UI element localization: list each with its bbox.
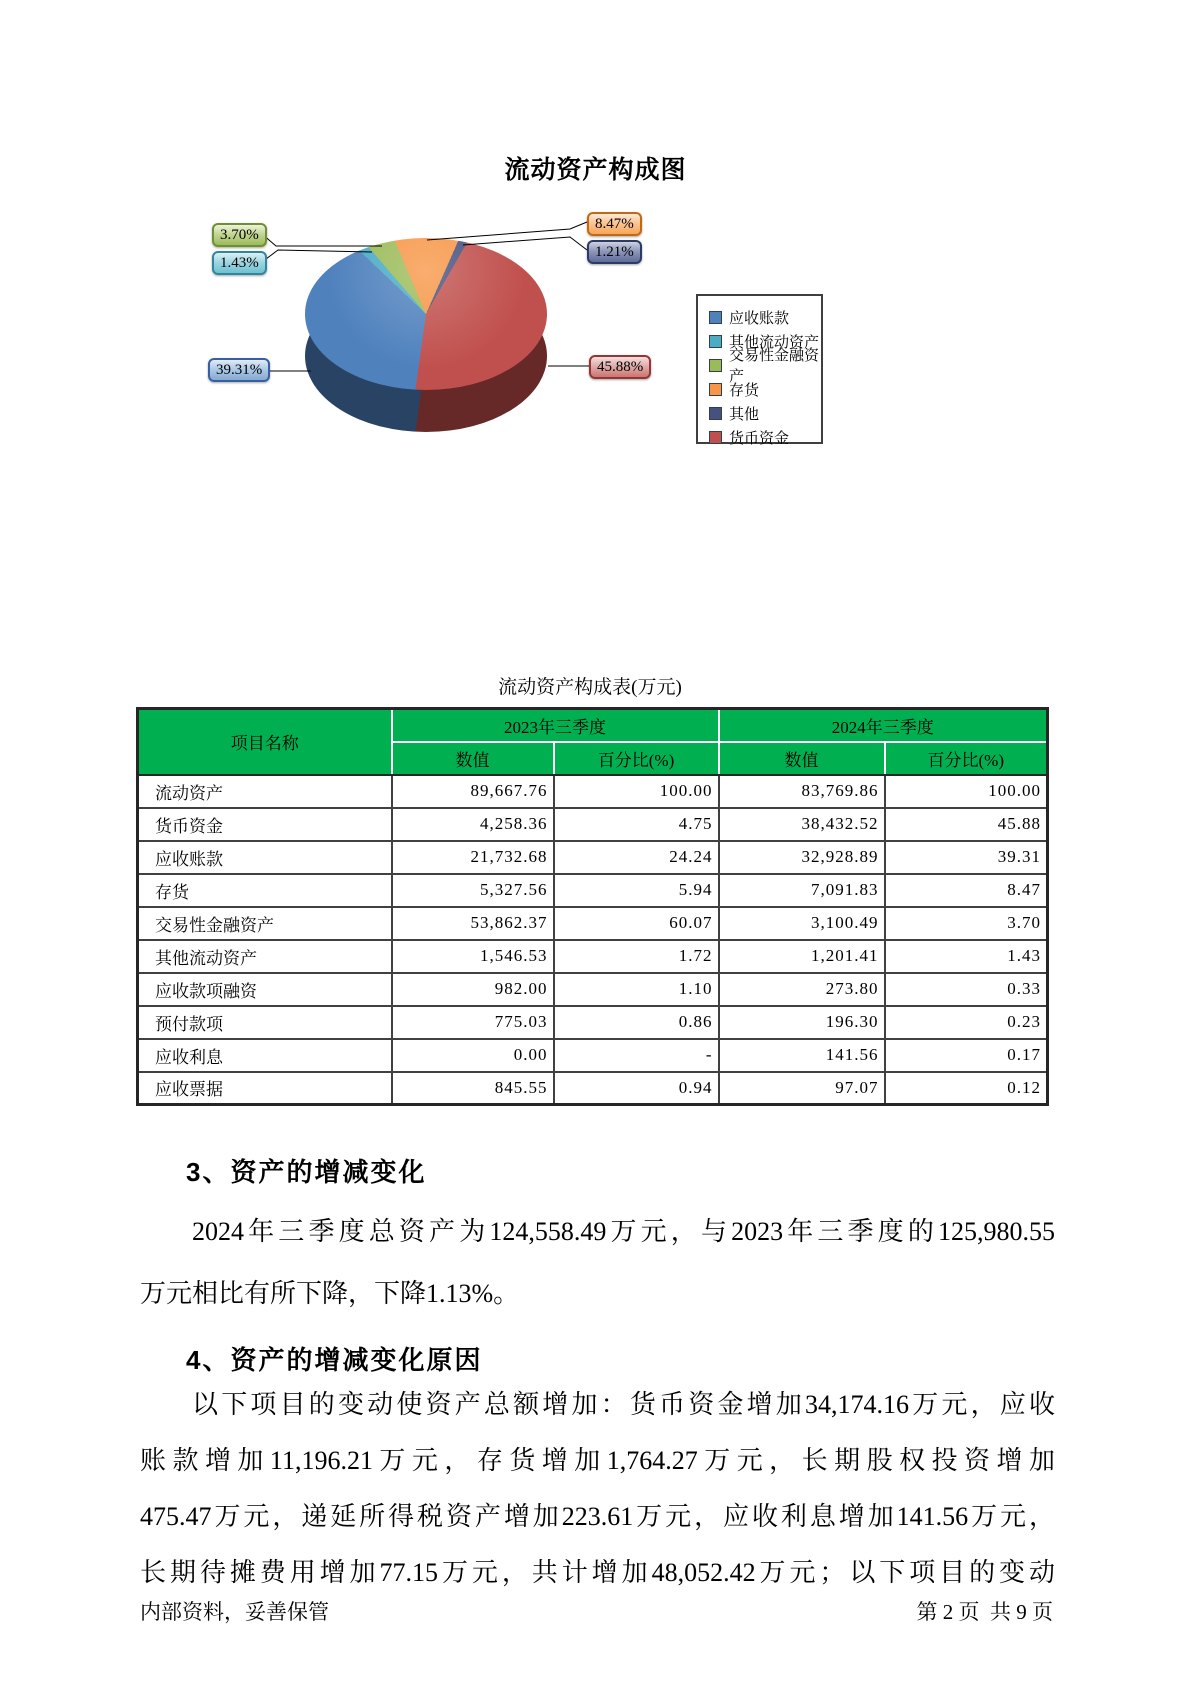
current-assets-table xyxy=(136,707,1049,1106)
legend-label: 存货 xyxy=(729,382,760,399)
item-cell: 交易性金融资产 xyxy=(138,907,392,940)
value-cell: 775.03 xyxy=(392,1006,554,1039)
legend-swatch-icon xyxy=(709,383,722,396)
value-cell: 3.70 xyxy=(885,907,1048,940)
legend-item xyxy=(698,305,821,329)
paragraph-line: 475.47万元，递延所得税资产增加223.61万元，应收利息增加141.56万元， xyxy=(140,1502,1055,1531)
value-cell: 0.94 xyxy=(554,1072,719,1105)
value-cell: 39.31 xyxy=(885,841,1048,874)
pie-3d-top xyxy=(305,238,547,390)
item-cell: 应收利息 xyxy=(138,1039,392,1072)
legend-item xyxy=(698,348,821,385)
value-cell: 5,327.56 xyxy=(392,874,554,907)
value-cell: 21,732.68 xyxy=(392,841,554,874)
item-cell: 流动资产 xyxy=(138,775,392,808)
value-cell: 1.10 xyxy=(554,973,719,1006)
legend-item xyxy=(698,401,821,425)
value-cell: 24.24 xyxy=(554,841,719,874)
pie-label-trading-financial-assets: 3.70% xyxy=(212,223,267,247)
table-row xyxy=(138,940,1048,973)
pie-label-other-current-assets: 1.43% xyxy=(212,251,267,275)
table-row xyxy=(138,1006,1048,1039)
value-cell: 83,769.86 xyxy=(719,775,885,808)
chart-legend xyxy=(696,294,823,447)
legend-label: 交易性金融资产 xyxy=(729,348,820,385)
table-row xyxy=(138,1072,1048,1105)
pie-label-inventory: 8.47% xyxy=(587,212,642,236)
paragraph-asset-change-reason xyxy=(140,1386,1055,1610)
table-row xyxy=(138,1039,1048,1072)
pie-label-cash: 45.88% xyxy=(589,355,651,379)
header-2024-pct: 百分比(%) xyxy=(885,742,1048,775)
table-header-row-1 xyxy=(138,709,1048,742)
table-row xyxy=(138,775,1048,808)
legend-label: 其他 xyxy=(729,406,760,423)
legend-swatch-icon xyxy=(709,359,722,372)
value-cell: 89,667.76 xyxy=(392,775,554,808)
legend-swatch-icon xyxy=(709,407,722,420)
item-cell: 存货 xyxy=(138,874,392,907)
value-cell: 0.33 xyxy=(885,973,1048,1006)
item-cell: 其他流动资产 xyxy=(138,940,392,973)
header-item-name: 项目名称 xyxy=(138,709,392,775)
value-cell: 0.17 xyxy=(885,1039,1048,1072)
table-row xyxy=(138,973,1048,1006)
value-cell: - xyxy=(554,1039,719,1072)
header-2023-pct: 百分比(%) xyxy=(554,742,719,775)
footer-confidential-note: 内部资料，妥善保管 xyxy=(140,1600,329,1624)
chart-title: 流动资产构成图 xyxy=(504,156,687,184)
value-cell: 3,100.49 xyxy=(719,907,885,940)
table-row xyxy=(138,907,1048,940)
value-cell: 4,258.36 xyxy=(392,808,554,841)
value-cell: 38,432.52 xyxy=(719,808,885,841)
paragraph-asset-change xyxy=(140,1212,1055,1336)
section-heading-4: 4、资产的增减变化原因 xyxy=(186,1345,483,1375)
value-cell: 0.23 xyxy=(885,1006,1048,1039)
value-cell: 97.07 xyxy=(719,1072,885,1105)
paragraph-line: 账款增加11,196.21万元，存货增加1,764.27万元，长期股权投资增加 xyxy=(140,1446,1055,1475)
table-row xyxy=(138,808,1048,841)
legend-swatch-icon xyxy=(709,311,722,324)
header-2023: 2023年三季度 xyxy=(392,709,719,742)
paragraph-line: 万元相比有所下降，下降1.13%。 xyxy=(140,1279,520,1308)
item-cell: 应收账款 xyxy=(138,841,392,874)
value-cell: 1.72 xyxy=(554,940,719,973)
value-cell: 60.07 xyxy=(554,907,719,940)
value-cell: 53,862.37 xyxy=(392,907,554,940)
legend-label: 货币资金 xyxy=(729,430,790,447)
value-cell: 0.00 xyxy=(392,1039,554,1072)
legend-swatch-icon xyxy=(709,431,722,444)
item-cell: 应收款项融资 xyxy=(138,973,392,1006)
paragraph-line: 以下项目的变动使资产总额增加：货币资金增加34,174.16万元，应收 xyxy=(192,1390,1055,1419)
item-cell: 应收票据 xyxy=(138,1072,392,1105)
value-cell: 100.00 xyxy=(554,775,719,808)
value-cell: 5.94 xyxy=(554,874,719,907)
legend-label: 其他流动资产 xyxy=(729,334,820,351)
value-cell: 1.43 xyxy=(885,940,1048,973)
value-cell: 100.00 xyxy=(885,775,1048,808)
item-cell: 预付款项 xyxy=(138,1006,392,1039)
value-cell: 273.80 xyxy=(719,973,885,1006)
section-heading-3: 3、资产的增减变化 xyxy=(186,1157,427,1187)
value-cell: 1,201.41 xyxy=(719,940,885,973)
value-cell: 4.75 xyxy=(554,808,719,841)
value-cell: 7,091.83 xyxy=(719,874,885,907)
pie-label-other: 1.21% xyxy=(587,240,642,264)
legend-label: 应收账款 xyxy=(729,310,790,327)
paragraph-line: 长期待摊费用增加77.15万元，共计增加48,052.42万元；以下项目的变动 xyxy=(140,1558,1055,1587)
header-2023-value: 数值 xyxy=(392,742,554,775)
legend-item xyxy=(698,425,821,449)
legend-swatch-icon xyxy=(709,335,722,348)
header-2024-value: 数值 xyxy=(719,742,885,775)
header-2024: 2024年三季度 xyxy=(719,709,1048,742)
value-cell: 141.56 xyxy=(719,1039,885,1072)
table-title: 流动资产构成表(万元) xyxy=(498,677,682,698)
value-cell: 1,546.53 xyxy=(392,940,554,973)
value-cell: 45.88 xyxy=(885,808,1048,841)
paragraph-line: 2024年三季度总资产为124,558.49万元，与2023年三季度的125,980.55 xyxy=(192,1217,1055,1246)
pie-label-accounts-receivable: 39.31% xyxy=(208,358,270,382)
value-cell: 32,928.89 xyxy=(719,841,885,874)
table-row xyxy=(138,841,1048,874)
value-cell: 196.30 xyxy=(719,1006,885,1039)
value-cell: 0.86 xyxy=(554,1006,719,1039)
value-cell: 845.55 xyxy=(392,1072,554,1105)
value-cell: 8.47 xyxy=(885,874,1048,907)
table-body xyxy=(138,775,1048,1105)
value-cell: 982.00 xyxy=(392,973,554,1006)
item-cell: 货币资金 xyxy=(138,808,392,841)
footer-page-number: 第 2 页 共 9 页 xyxy=(916,1600,1053,1624)
table-row xyxy=(138,874,1048,907)
value-cell: 0.12 xyxy=(885,1072,1048,1105)
